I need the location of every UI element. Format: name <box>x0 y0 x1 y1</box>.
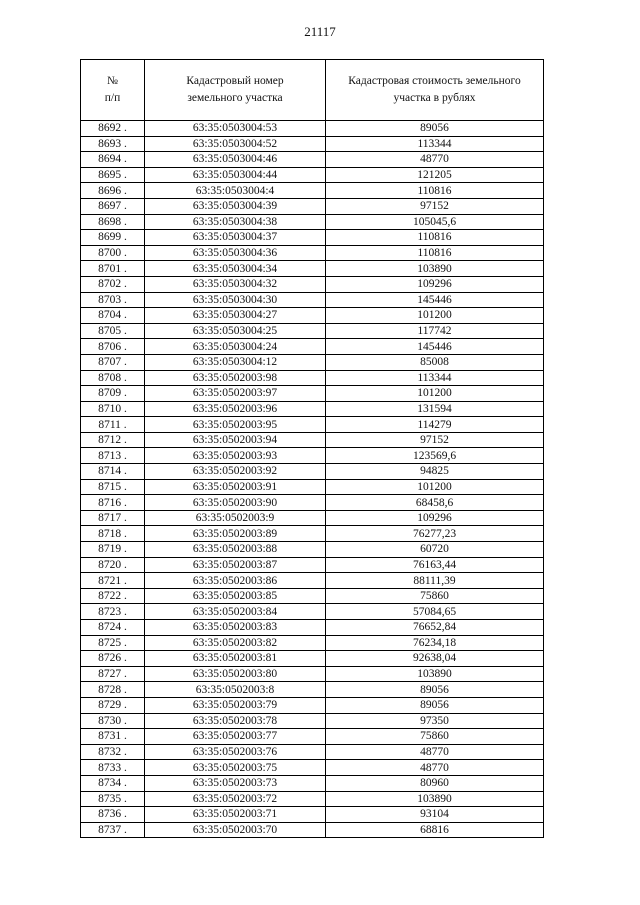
table-row <box>81 807 544 823</box>
cadastral-number-cell: 63:35:0503004:34 <box>145 261 326 277</box>
cadastral-number-cell: 63:35:0502003:84 <box>145 604 326 620</box>
cadastral-value-cell: 76163,44 <box>326 557 544 573</box>
row-number-cell: 8713 . <box>81 448 145 464</box>
cadastral-number-cell: 63:35:0502003:85 <box>145 588 326 604</box>
cadastral-number-cell: 63:35:0502003:83 <box>145 620 326 636</box>
table-row <box>81 152 544 168</box>
row-number-cell: 8725 . <box>81 635 145 651</box>
table-row <box>81 417 544 433</box>
row-number-cell: 8700 . <box>81 245 145 261</box>
cadastral-number-cell: 63:35:0502003:71 <box>145 807 326 823</box>
cadastral-number-cell: 63:35:0503004:25 <box>145 323 326 339</box>
cadastral-value-cell: 76234,18 <box>326 635 544 651</box>
table-header <box>81 60 544 121</box>
table-row <box>81 744 544 760</box>
cadastral-value-cell: 92638,04 <box>326 651 544 667</box>
row-number-cell: 8735 . <box>81 791 145 807</box>
cadastral-value-cell: 68816 <box>326 822 544 838</box>
cadastral-number-cell: 63:35:0502003:82 <box>145 635 326 651</box>
row-number-cell: 8712 . <box>81 432 145 448</box>
table-row <box>81 370 544 386</box>
cadastral-number-cell: 63:35:0503004:36 <box>145 245 326 261</box>
cadastral-value-cell: 113344 <box>326 370 544 386</box>
cadastral-number-cell: 63:35:0503004:32 <box>145 276 326 292</box>
table-row <box>81 542 544 558</box>
cadastral-number-cell: 63:35:0502003:95 <box>145 417 326 433</box>
cadastral-number-cell: 63:35:0503004:4 <box>145 183 326 199</box>
cadastral-value-cell: 94825 <box>326 464 544 480</box>
table-row <box>81 167 544 183</box>
cadastral-number-cell: 63:35:0503004:39 <box>145 198 326 214</box>
table-row <box>81 308 544 324</box>
cadastral-value-cell: 68458,6 <box>326 495 544 511</box>
row-number-cell: 8723 . <box>81 604 145 620</box>
cadastral-value-cell: 103890 <box>326 791 544 807</box>
cadastral-value-cell: 103890 <box>326 261 544 277</box>
table-row <box>81 354 544 370</box>
cadastral-value-cell: 117742 <box>326 323 544 339</box>
table-row <box>81 432 544 448</box>
cadastral-value-cell: 85008 <box>326 354 544 370</box>
table-row <box>81 573 544 589</box>
table-row <box>81 526 544 542</box>
table-row <box>81 276 544 292</box>
cadastral-number-cell: 63:35:0503004:46 <box>145 152 326 168</box>
page-number: 21117 <box>304 24 336 39</box>
row-number-cell: 8727 . <box>81 666 145 682</box>
table-row <box>81 791 544 807</box>
table-row <box>81 604 544 620</box>
cadastral-value-cell: 131594 <box>326 401 544 417</box>
table-row <box>81 261 544 277</box>
row-number-cell: 8724 . <box>81 620 145 636</box>
cadastral-value-cell: 109296 <box>326 276 544 292</box>
row-number-cell: 8715 . <box>81 479 145 495</box>
cadastral-number-cell: 63:35:0502003:80 <box>145 666 326 682</box>
cadastral-number-cell: 63:35:0502003:75 <box>145 760 326 776</box>
cadastral-number-cell: 63:35:0503004:24 <box>145 339 326 355</box>
cadastral-number-cell: 63:35:0503004:44 <box>145 167 326 183</box>
row-number-cell: 8719 . <box>81 542 145 558</box>
cadastral-value-cell: 145446 <box>326 292 544 308</box>
table-row <box>81 495 544 511</box>
row-number-cell: 8711 . <box>81 417 145 433</box>
cadastral-value-cell: 101200 <box>326 308 544 324</box>
cadastral-number-cell: 63:35:0502003:96 <box>145 401 326 417</box>
cadastral-value-cell: 97152 <box>326 432 544 448</box>
cadastral-number-cell: 63:35:0502003:94 <box>145 432 326 448</box>
cadastral-number-cell: 63:35:0502003:98 <box>145 370 326 386</box>
cadastral-value-cell: 89056 <box>326 121 544 137</box>
table-row <box>81 729 544 745</box>
table-row <box>81 230 544 246</box>
table-row <box>81 464 544 480</box>
table-row <box>81 588 544 604</box>
cadastral-number-cell: 63:35:0503004:52 <box>145 136 326 152</box>
row-number-cell: 8709 . <box>81 386 145 402</box>
table-body <box>81 121 544 838</box>
row-number-cell: 8714 . <box>81 464 145 480</box>
table-row <box>81 214 544 230</box>
table-row <box>81 198 544 214</box>
cadastral-value-cell: 97152 <box>326 198 544 214</box>
cadastral-number-cell: 63:35:0503004:12 <box>145 354 326 370</box>
cadastral-value-table <box>80 59 544 838</box>
cadastral-value-cell: 103890 <box>326 666 544 682</box>
table-row <box>81 620 544 636</box>
cadastral-value-cell: 101200 <box>326 386 544 402</box>
row-number-cell: 8729 . <box>81 697 145 713</box>
cadastral-number-cell: 63:35:0502003:73 <box>145 775 326 791</box>
cadastral-value-cell: 105045,6 <box>326 214 544 230</box>
cadastral-number-cell: 63:35:0502003:87 <box>145 557 326 573</box>
cadastral-value-cell: 110816 <box>326 183 544 199</box>
table-row <box>81 510 544 526</box>
cadastral-number-cell: 63:35:0502003:93 <box>145 448 326 464</box>
table-row <box>81 339 544 355</box>
row-number-cell: 8722 . <box>81 588 145 604</box>
cadastral-value-cell: 76652,84 <box>326 620 544 636</box>
cadastral-value-cell: 121205 <box>326 167 544 183</box>
table-row <box>81 121 544 137</box>
row-number-cell: 8695 . <box>81 167 145 183</box>
row-number-cell: 8726 . <box>81 651 145 667</box>
row-number-cell: 8720 . <box>81 557 145 573</box>
cadastral-number-cell: 63:35:0503004:37 <box>145 230 326 246</box>
cadastral-value-cell: 89056 <box>326 682 544 698</box>
table-row <box>81 713 544 729</box>
cadastral-value-cell: 93104 <box>326 807 544 823</box>
row-number-cell: 8716 . <box>81 495 145 511</box>
table-row <box>81 682 544 698</box>
cadastral-number-cell: 63:35:0503004:30 <box>145 292 326 308</box>
table-row <box>81 323 544 339</box>
header-number <box>81 60 145 121</box>
row-number-cell: 8704 . <box>81 308 145 324</box>
table-row <box>81 822 544 838</box>
header-number-line2: п/п <box>104 92 121 104</box>
row-number-cell: 8728 . <box>81 682 145 698</box>
row-number-cell: 8732 . <box>81 744 145 760</box>
table-row <box>81 245 544 261</box>
cadastral-value-cell: 48770 <box>326 744 544 760</box>
table-row <box>81 760 544 776</box>
row-number-cell: 8731 . <box>81 729 145 745</box>
table-row <box>81 557 544 573</box>
header-cadastral-value-line1: Кадастровая стоимость земельного <box>348 75 521 87</box>
cadastral-number-cell: 63:35:0503004:53 <box>145 121 326 137</box>
table-row <box>81 136 544 152</box>
row-number-cell: 8707 . <box>81 354 145 370</box>
cadastral-value-cell: 60720 <box>326 542 544 558</box>
header-cadastral-number <box>145 60 326 121</box>
cadastral-number-cell: 63:35:0503004:27 <box>145 308 326 324</box>
row-number-cell: 8698 . <box>81 214 145 230</box>
cadastral-value-cell: 48770 <box>326 152 544 168</box>
cadastral-number-cell: 63:35:0502003:77 <box>145 729 326 745</box>
cadastral-number-cell: 63:35:0502003:72 <box>145 791 326 807</box>
row-number-cell: 8706 . <box>81 339 145 355</box>
cadastral-value-cell: 97350 <box>326 713 544 729</box>
row-number-cell: 8702 . <box>81 276 145 292</box>
row-number-cell: 8696 . <box>81 183 145 199</box>
cadastral-number-cell: 63:35:0502003:89 <box>145 526 326 542</box>
cadastral-number-cell: 63:35:0502003:97 <box>145 386 326 402</box>
row-number-cell: 8697 . <box>81 198 145 214</box>
row-number-cell: 8693 . <box>81 136 145 152</box>
header-number-line1: № <box>107 75 118 87</box>
cadastral-number-cell: 63:35:0502003:8 <box>145 682 326 698</box>
row-number-cell: 8736 . <box>81 807 145 823</box>
header-row <box>81 60 544 121</box>
cadastral-value-cell: 80960 <box>326 775 544 791</box>
cadastral-number-cell: 63:35:0502003:9 <box>145 510 326 526</box>
table-row <box>81 479 544 495</box>
row-number-cell: 8737 . <box>81 822 145 838</box>
row-number-cell: 8699 . <box>81 230 145 246</box>
cadastral-value-cell: 89056 <box>326 697 544 713</box>
row-number-cell: 8694 . <box>81 152 145 168</box>
row-number-cell: 8708 . <box>81 370 145 386</box>
table-row <box>81 448 544 464</box>
header-cadastral-number-line2: земельного участка <box>187 92 283 104</box>
header-cadastral-value <box>326 60 544 121</box>
cadastral-number-cell: 63:35:0502003:86 <box>145 573 326 589</box>
row-number-cell: 8717 . <box>81 510 145 526</box>
cadastral-value-cell: 110816 <box>326 245 544 261</box>
cadastral-value-cell: 145446 <box>326 339 544 355</box>
cadastral-value-cell: 101200 <box>326 479 544 495</box>
row-number-cell: 8701 . <box>81 261 145 277</box>
cadastral-number-cell: 63:35:0502003:92 <box>145 464 326 480</box>
cadastral-value-cell: 75860 <box>326 729 544 745</box>
header-cadastral-number-line1: Кадастровый номер <box>186 75 284 87</box>
cadastral-number-cell: 63:35:0502003:70 <box>145 822 326 838</box>
row-number-cell: 8705 . <box>81 323 145 339</box>
cadastral-value-cell: 75860 <box>326 588 544 604</box>
table-row <box>81 635 544 651</box>
row-number-cell: 8718 . <box>81 526 145 542</box>
row-number-cell: 8703 . <box>81 292 145 308</box>
cadastral-value-cell: 76277,23 <box>326 526 544 542</box>
cadastral-number-cell: 63:35:0502003:81 <box>145 651 326 667</box>
row-number-cell: 8733 . <box>81 760 145 776</box>
cadastral-number-cell: 63:35:0503004:38 <box>145 214 326 230</box>
cadastral-value-cell: 109296 <box>326 510 544 526</box>
table-row <box>81 651 544 667</box>
cadastral-number-cell: 63:35:0502003:88 <box>145 542 326 558</box>
cadastral-value-cell: 57084,65 <box>326 604 544 620</box>
cadastral-number-cell: 63:35:0502003:90 <box>145 495 326 511</box>
row-number-cell: 8730 . <box>81 713 145 729</box>
table-row <box>81 697 544 713</box>
table-row <box>81 775 544 791</box>
table-row <box>81 386 544 402</box>
table-row <box>81 401 544 417</box>
cadastral-number-cell: 63:35:0502003:79 <box>145 697 326 713</box>
row-number-cell: 8721 . <box>81 573 145 589</box>
row-number-cell: 8734 . <box>81 775 145 791</box>
cadastral-value-cell: 88111,39 <box>326 573 544 589</box>
row-number-cell: 8692 . <box>81 121 145 137</box>
header-cadastral-value-line2: участка в рублях <box>393 92 476 104</box>
cadastral-number-cell: 63:35:0502003:78 <box>145 713 326 729</box>
cadastral-number-cell: 63:35:0502003:91 <box>145 479 326 495</box>
table-row <box>81 292 544 308</box>
cadastral-number-cell: 63:35:0502003:76 <box>145 744 326 760</box>
cadastral-value-cell: 114279 <box>326 417 544 433</box>
cadastral-value-cell: 123569,6 <box>326 448 544 464</box>
row-number-cell: 8710 . <box>81 401 145 417</box>
table-row <box>81 666 544 682</box>
cadastral-value-cell: 110816 <box>326 230 544 246</box>
cadastral-value-cell: 48770 <box>326 760 544 776</box>
table-row <box>81 183 544 199</box>
cadastral-value-cell: 113344 <box>326 136 544 152</box>
